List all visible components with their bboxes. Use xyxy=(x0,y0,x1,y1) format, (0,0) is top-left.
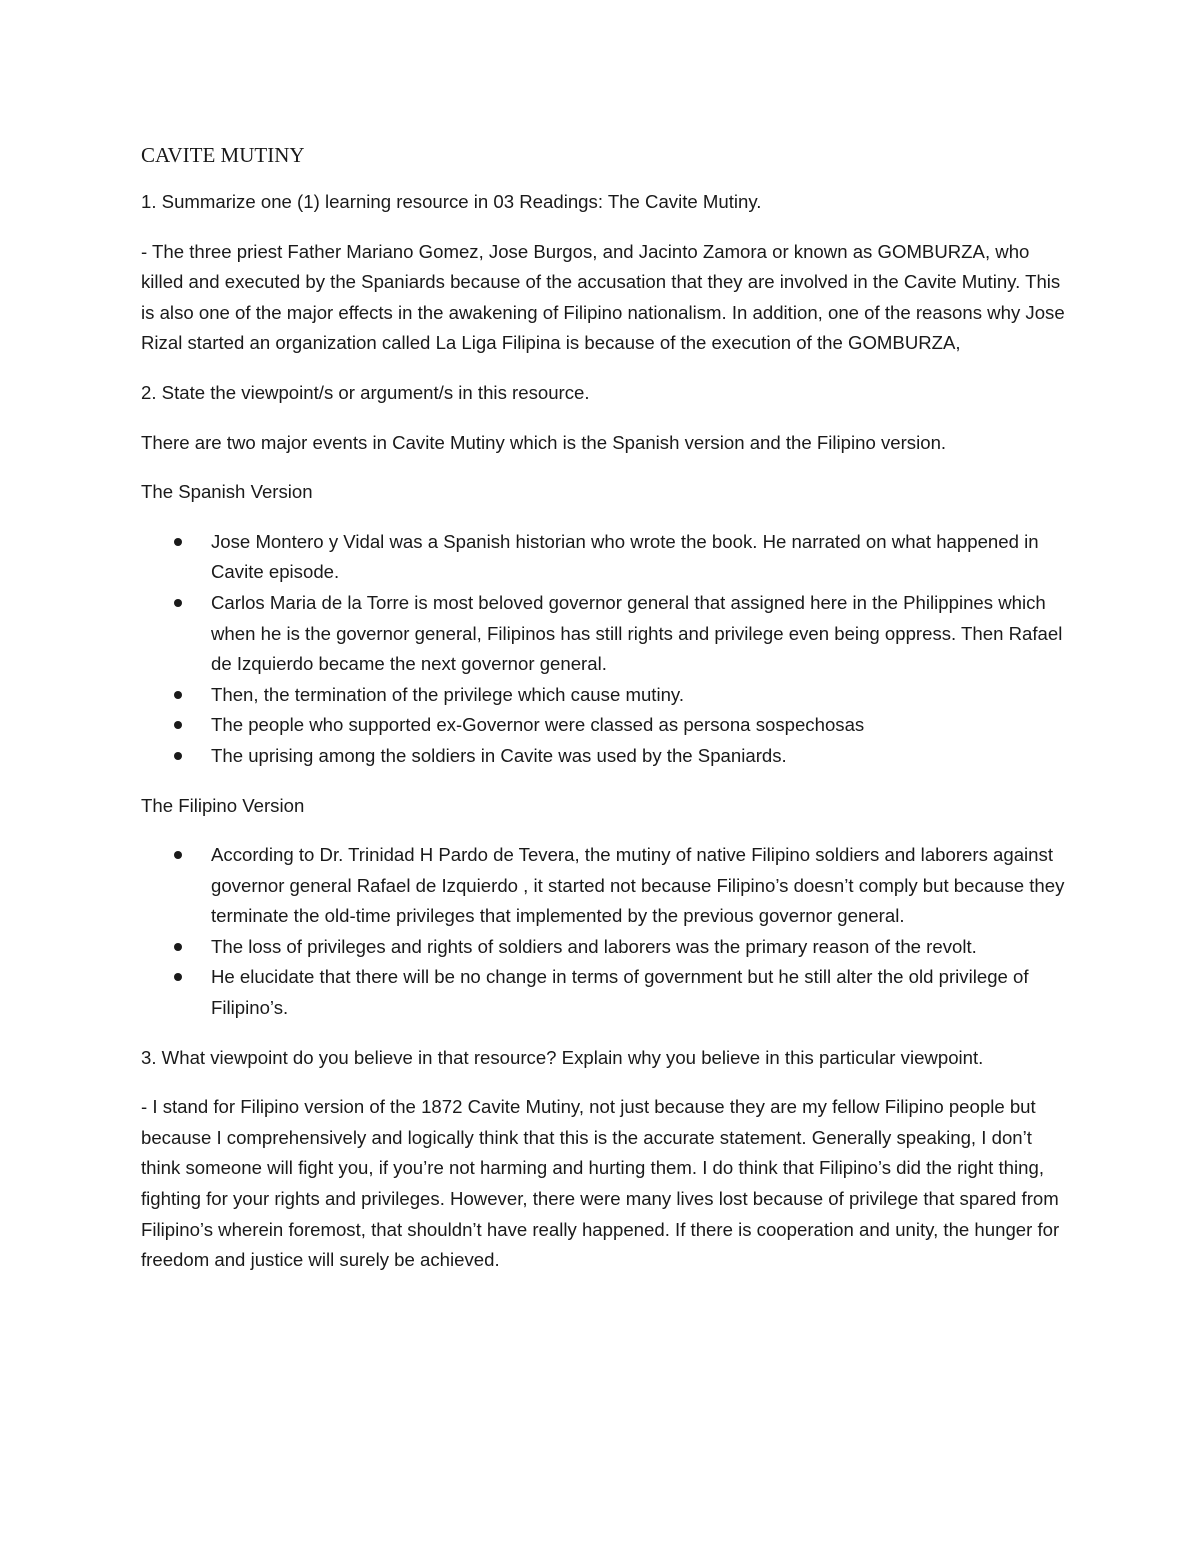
answer-2-intro: There are two major events in Cavite Mutiny which is the Spanish version and the Filipino version. xyxy=(141,431,947,453)
list-item xyxy=(141,962,1066,1023)
list-item xyxy=(141,710,1066,741)
question-2: 2. State the viewpoint/s or argument/s in this resource. xyxy=(141,381,590,403)
document-title: CAVITE MUTINY xyxy=(141,143,305,167)
document-body xyxy=(141,138,1066,1295)
spanish-version-heading: The Spanish Version xyxy=(141,481,313,503)
list-item xyxy=(141,588,1066,680)
list-item-text: He elucidate that there will be no change in terms of government but he still alter the old privilege of Filipino’s. xyxy=(211,966,1029,1019)
list-item xyxy=(141,680,1066,711)
list-item xyxy=(141,932,1066,963)
list-item-text: The people who supported ex-Governor were classed as persona sospechosas xyxy=(211,714,865,736)
list-item-text: Jose Montero y Vidal was a Spanish historian who wrote the book. He narrated on what happened in Cavite episode. xyxy=(211,530,1039,583)
answer-3: - I stand for Filipino version of the 1872 Cavite Mutiny, not just because they are my fellow Filipino people but because I comprehensively and logically think that this is the accurate statement. Generally speaking, I don’t think someone will fight you, if you’re not harming and hurting them. I do think that Filipino’s did the right thing, fighting for your rights and privileges. However, there were many lives lost because of privilege that spared from Filipino’s wherein foremost, that shouldn’t have really happened. If there is cooperation and unity, the hunger for freedom and justice will surely be achieved. xyxy=(141,1096,1060,1271)
list-item xyxy=(141,840,1066,932)
list-item xyxy=(141,527,1066,588)
list-item-text: The loss of privileges and rights of soldiers and laborers was the primary reason of the revolt. xyxy=(211,935,977,957)
answer-1: - The three priest Father Mariano Gomez, Jose Burgos, and Jacinto Zamora or known as GOMBURZA, who killed and executed by the Spaniards because of the accusation that they are involved in the Cavite Mutiny. This is also one of the major effects in the awakening of Filipino nationalism. In addition, one of the reasons why Jose Rizal started an organization called La Liga Filipina is because of the execution of the GOMBURZA, xyxy=(141,240,1065,354)
bullet-icon xyxy=(174,721,182,729)
bullet-icon xyxy=(174,599,182,607)
list-item-text: Then, the termination of the privilege which cause mutiny. xyxy=(211,683,685,705)
bullet-icon xyxy=(174,973,182,981)
list-item-text: Carlos Maria de la Torre is most beloved governor general that assigned here in the Philippines which when he is the governor general, Filipinos has still rights and privilege even being oppress. Then Rafael de Izquierdo became the next governor general. xyxy=(211,591,1063,675)
list-item xyxy=(141,741,1066,772)
question-1: 1. Summarize one (1) learning resource in 03 Readings: The Cavite Mutiny. xyxy=(141,191,762,212)
list-item-text: According to Dr. Trinidad H Pardo de Tevera, the mutiny of native Filipino soldiers and laborers against governor general Rafael de Izquierdo , it started not because Filipino’s doesn’t comply but because they terminate the old-time privileges that implemented by the previous governor general. xyxy=(211,844,1065,927)
bullet-icon xyxy=(174,851,182,859)
bullet-icon xyxy=(174,752,182,760)
list-item-text: The uprising among the soldiers in Cavite was used by the Spaniards. xyxy=(211,744,787,766)
bullet-icon xyxy=(174,943,182,951)
filipino-version-heading: The Filipino Version xyxy=(141,794,305,816)
spanish-version-list xyxy=(141,527,1066,772)
filipino-version-list xyxy=(141,840,1066,1024)
bullet-icon xyxy=(174,691,182,699)
bullet-icon xyxy=(174,538,182,546)
question-3: 3. What viewpoint do you believe in that resource? Explain why you believe in this particular viewpoint. xyxy=(141,1046,984,1068)
